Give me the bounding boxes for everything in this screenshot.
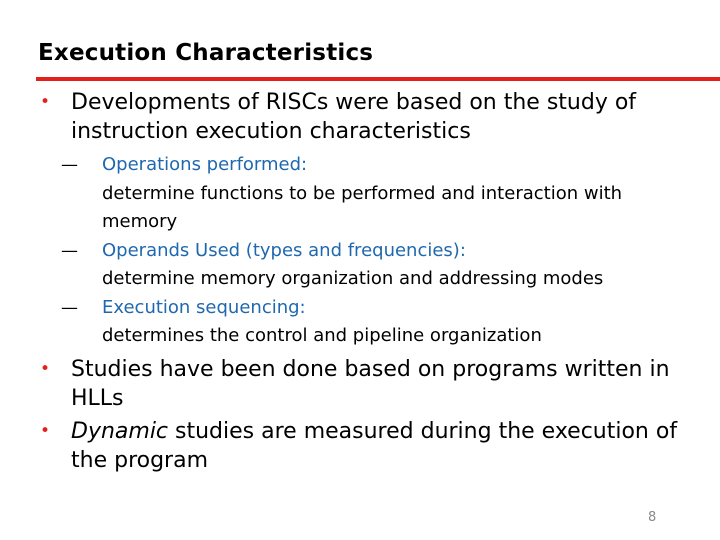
page-number: 8 <box>648 510 657 525</box>
bullet-text: studies are measured during the execution of the program <box>71 418 678 473</box>
sub-item <box>40 294 700 351</box>
sub-item-label: Operands Used (types and frequencies): <box>102 239 466 261</box>
sub-item-label: Operations performed: <box>102 154 308 175</box>
bullet-item <box>40 417 700 475</box>
bullet-item <box>40 355 700 413</box>
sub-item <box>40 237 700 294</box>
dash-marker: — <box>61 155 77 175</box>
sub-item-label: Execution sequencing: <box>102 296 306 318</box>
slide-body <box>40 88 700 475</box>
emphasized-word: Dynamic <box>71 418 169 444</box>
bullet-item <box>40 88 700 146</box>
title-underline <box>36 77 720 81</box>
bullet-marker: • <box>40 420 51 441</box>
sub-list <box>40 151 700 351</box>
sub-item <box>40 151 700 237</box>
slide-title: Execution Characteristics <box>38 40 374 66</box>
sub-item-description: determine functions to be performed and interaction with memory <box>102 182 623 232</box>
dash-marker: — <box>61 240 77 261</box>
dash-marker: — <box>61 297 77 318</box>
bullet-marker: • <box>40 92 51 112</box>
sub-item-description: determines the control and pipeline organization <box>102 325 542 346</box>
bullet-text: Studies have been done based on programs written in HLLs <box>71 356 670 411</box>
bullet-marker: • <box>40 358 51 379</box>
sub-item-description: determine memory organization and addressing modes <box>102 268 604 289</box>
bullet-text: Developments of RISCs were based on the study of instruction execution characteristics <box>71 90 637 144</box>
